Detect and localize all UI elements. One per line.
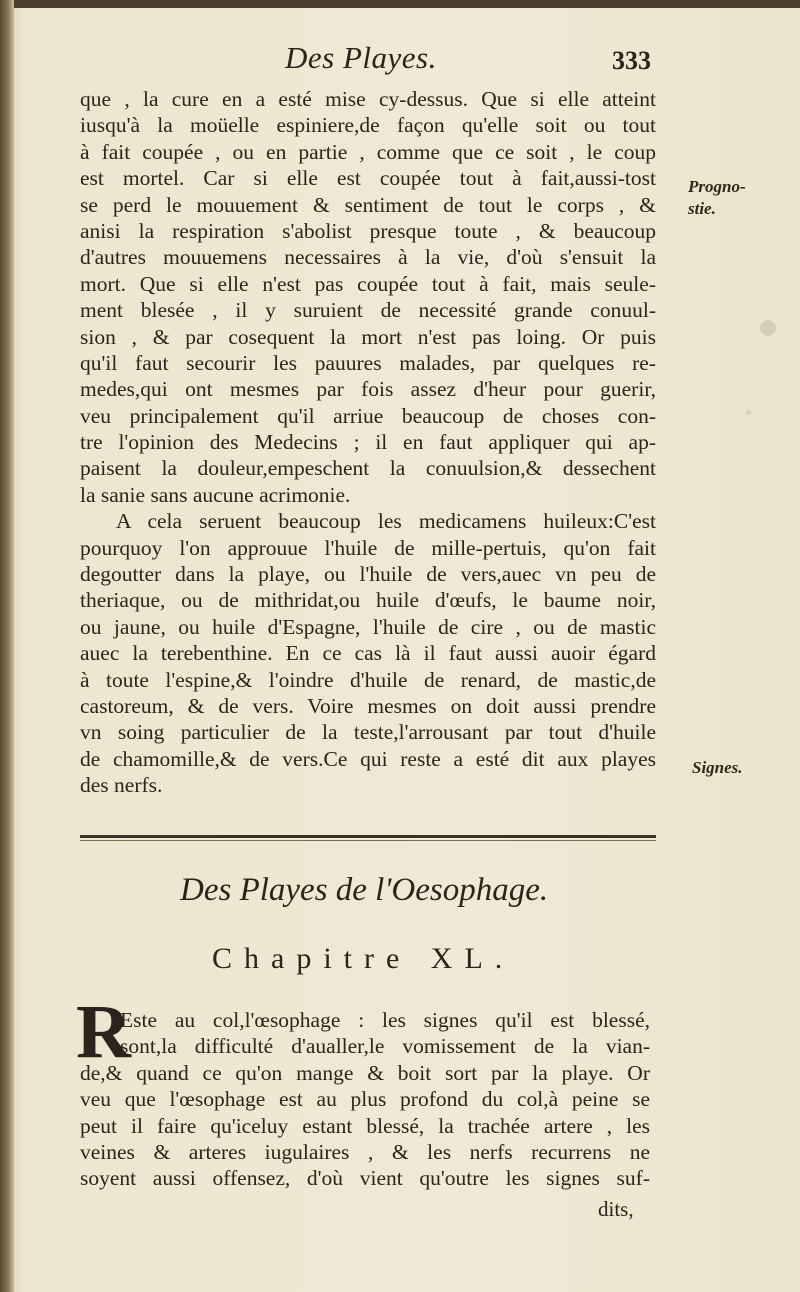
section-rule-thin xyxy=(80,840,656,841)
chapter-line: soyent aussi offensez, d'où vient qu'outre les signes suf- xyxy=(80,1166,650,1191)
body-line: tre l'opinion des Medecins ; il en faut appliquer qui ap- xyxy=(80,430,656,455)
body-line: anisi la respiration s'abolist presque toute , & beaucoup xyxy=(80,218,656,243)
body-line: sion , & par cosequent la mort n'est pas loing. Or puis xyxy=(80,324,656,349)
body-line: iusqu'à la moüelle espiniere,de façon qu'elle soit ou tout xyxy=(80,113,656,138)
body-line: ou jaune, ou huile d'Espagne, l'huile de cire , ou de mastic xyxy=(80,614,656,639)
body-line: veu principalement qu'il arriue beaucoup de choses con- xyxy=(80,403,656,428)
chapter-heading: Chapitre XL. xyxy=(212,942,515,975)
margin-note-prognostic-line-1: Progno- xyxy=(688,177,746,196)
drop-capital: R xyxy=(76,990,131,1074)
body-line: castoreum, & de vers. Voire mesmes on doit aussi prendre xyxy=(80,693,656,718)
top-edge xyxy=(0,0,800,8)
chapter-line: de,& quand ce qu'on mange & boit sort par la playe. Or xyxy=(80,1060,650,1085)
body-line: que , la cure en a esté mise cy-dessus. Que si elle atteint xyxy=(80,87,656,111)
body-line: medes,qui ont mesmes par fois assez d'heur pour guerir, xyxy=(80,377,656,402)
body-line: vn soing particulier de la teste,l'arrousant par tout d'huile xyxy=(80,720,656,745)
body-line: la sanie sans aucune acrimonie. xyxy=(80,482,351,507)
body-line: degoutter dans la playe, ou l'huile de vers,auec vn peu de xyxy=(80,562,656,587)
body-line: theriaque, ou de mithridat,ou huile d'œufs, le baume noir, xyxy=(80,588,656,613)
body-line: se perd le mouuement & sentiment de tout le corps , & xyxy=(80,192,656,217)
paper-stain xyxy=(760,320,776,336)
running-title: Des Playes. xyxy=(285,40,437,75)
section-title: Des Playes de l'Oesophage. xyxy=(180,872,549,908)
chapter-line: peut il faire qu'iceluy estant blessé, la trachée artere , les xyxy=(80,1113,650,1138)
body-line: à fait coupée , ou en partie , comme que ce soit , le coup xyxy=(80,139,656,164)
body-text xyxy=(80,86,656,799)
chapter-line: veines & arteres iugulaires , & les nerfs recurrens ne xyxy=(80,1139,650,1164)
body-line: des nerfs. xyxy=(80,773,163,798)
section-rule xyxy=(80,835,656,838)
margin-note-prognostic xyxy=(688,176,746,220)
body-line: est mortel. Car si elle est coupée tout à fait,aussi-tost xyxy=(80,166,656,191)
body-line: de chamomille,& de vers.Ce qui reste a esté dit aux playes xyxy=(80,746,656,771)
margin-note-prognostic-line-2: stie. xyxy=(688,199,716,218)
chapter-line: veu que l'œsophage est au plus profond du col,à peine se xyxy=(80,1087,650,1112)
body-line: pourquoy l'on approuue l'huile de mille-pertuis, qu'on fait xyxy=(80,535,656,560)
margin-note-signs: Signes. xyxy=(692,758,743,777)
body-line: qu'il faut secourir les pauures malades, par quelques re- xyxy=(80,350,656,375)
body-line: à toute l'espine,& l'oindre d'huile de renard, de mastic,de xyxy=(80,667,656,692)
chapter-line: sont,la difficulté d'aualler,le vomissement de la vian- xyxy=(120,1034,650,1059)
body-line: paisent la douleur,empeschent la conuulsion,& dessechent xyxy=(80,456,656,481)
body-line: auec la terebenthine. En ce cas là il faut aussi auoir égard xyxy=(80,641,656,666)
chapter-text xyxy=(80,1007,650,1192)
body-line: ment blesée , il y suruient de necessité grande conuul- xyxy=(80,298,656,323)
body-line: A cela seruent beaucoup les medicamens huileux:C'est xyxy=(116,509,656,534)
catchword: dits, xyxy=(598,1197,634,1221)
body-line: d'autres mouuemens necessaires à la vie, d'où s'ensuit la xyxy=(80,245,656,270)
chapter-line: Este au col,l'œsophage : les signes qu'il est blessé, xyxy=(120,1008,650,1032)
binding-shadow xyxy=(0,0,14,1292)
page-number: 333 xyxy=(612,46,651,75)
body-line: mort. Que si elle n'est pas coupée tout à fait, mais seule- xyxy=(80,271,656,296)
paper-stain xyxy=(746,410,751,415)
